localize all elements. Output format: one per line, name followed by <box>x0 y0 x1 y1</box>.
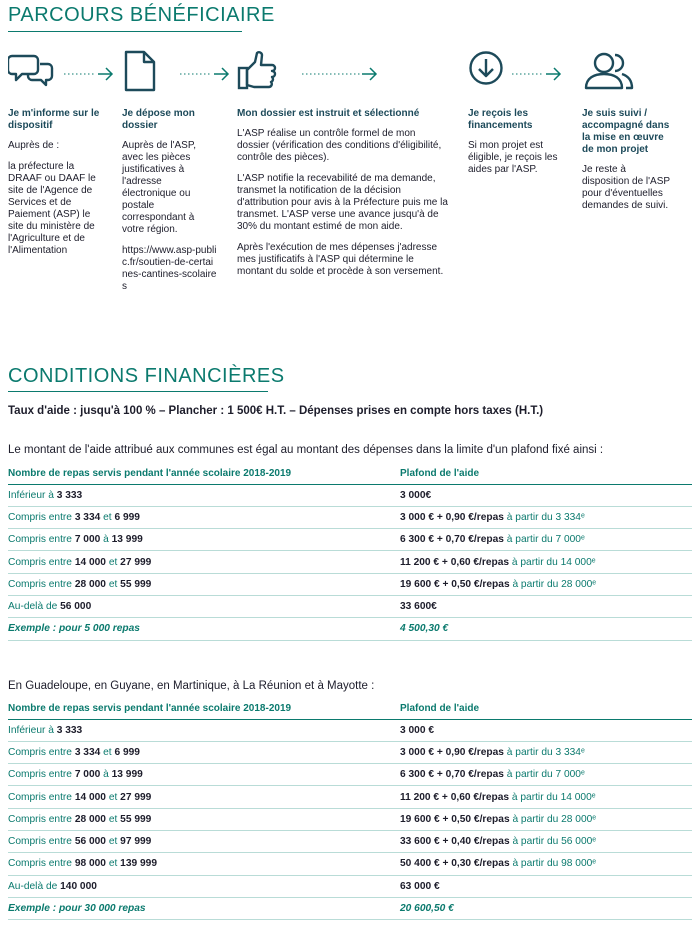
range-start: 3 333 <box>56 724 83 736</box>
plafond-amount: 3 000 € + 0,90 €/repas <box>400 511 504 523</box>
step-inform-text-1: Auprès de : <box>8 140 60 151</box>
range-prefix: Compris entre <box>8 534 75 546</box>
arrow-icon <box>510 62 564 86</box>
table-row <box>8 573 692 595</box>
range-end: 27 999 <box>120 556 152 568</box>
plafond-amount: 33 600€ <box>400 601 437 613</box>
plafond-value <box>400 595 692 617</box>
range-prefix: Compris entre <box>8 746 75 758</box>
table-row <box>8 808 692 830</box>
table-row <box>8 595 692 617</box>
table-header <box>8 699 692 719</box>
document-icon <box>122 50 158 92</box>
range-end: 55 999 <box>120 813 152 825</box>
plafond-from: 14 000ᵉ <box>560 791 596 803</box>
range-prefix: Compris entre <box>8 836 75 848</box>
step-deposit-link[interactable]: https://www.asp-public.fr/soutien-de-certaines-cantines-scolaires <box>122 245 217 292</box>
overseas-line: En Guadeloupe, en Guyane, en Martinique, à La Réunion et à Mayotte : <box>8 680 375 692</box>
plafond-value <box>400 741 692 763</box>
table-row <box>8 506 692 528</box>
range-start: 3 334 <box>74 511 101 523</box>
plafond-value <box>400 506 692 528</box>
step-instruction-text-1: L'ASP réalise un contrôle formel de mon dossier (vérification des conditions d'éligibilité, contrôle des pièces). <box>237 128 442 163</box>
parcours-title: PARCOURS BÉNÉFICIAIRE <box>8 4 275 26</box>
range-start: 14 000 <box>74 556 106 568</box>
repas-range <box>8 719 400 741</box>
range-prefix: Compris entre <box>8 858 75 870</box>
repas-range <box>8 786 400 808</box>
download-circle-icon <box>468 50 504 86</box>
range-prefix: Compris entre <box>8 813 75 825</box>
conditions-title: CONDITIONS FINANCIÈRES <box>8 365 285 387</box>
repas-range <box>8 529 400 551</box>
repas-range <box>8 875 400 897</box>
range-prefix: Inférieur à <box>8 489 57 501</box>
range-prefix: Au-delà de <box>8 601 61 613</box>
range-joiner: à <box>100 534 112 546</box>
plafond-from: 7 000ᵉ <box>555 769 585 781</box>
thumbs-up-icon <box>237 50 279 92</box>
range-prefix: Compris entre <box>8 769 75 781</box>
range-start: 56 000 <box>60 601 92 613</box>
range-end: 27 999 <box>120 791 152 803</box>
plafond-value <box>400 529 692 551</box>
repas-range <box>8 830 400 852</box>
plafond-suffix: à partir du <box>509 791 561 803</box>
arrow-icon <box>300 62 460 86</box>
range-start: 56 000 <box>74 836 106 848</box>
range-joiner: et <box>100 746 115 758</box>
range-start: 3 334 <box>74 746 101 758</box>
step-funding-text-1: Si mon projet est éligible, je reçois les aides par l'ASP. <box>468 140 558 175</box>
range-joiner: et <box>105 813 121 825</box>
range-prefix: Compris entre <box>8 511 75 523</box>
table-row <box>8 741 692 763</box>
plafond-amount: 19 600 € + 0,50 €/repas <box>400 813 510 825</box>
plafond-from: 56 000ᵉ <box>561 836 597 848</box>
speech-bubbles-icon <box>8 50 56 90</box>
range-joiner: et <box>105 858 121 870</box>
plafond-value <box>400 830 692 852</box>
step-instruction-title: Mon dossier est instruit et sélectionné <box>237 108 420 119</box>
plafond-suffix: à partir du <box>509 578 562 590</box>
table-row <box>8 853 692 875</box>
people-icon <box>582 50 636 90</box>
intro-line: Le montant de l'aide attribué aux communes est égal au montant des dépenses dans la limite d'un plafond fixé ainsi : <box>8 444 604 456</box>
plafond-value <box>400 551 692 573</box>
repas-range <box>8 853 400 875</box>
range-joiner: et <box>105 556 121 568</box>
range-end: 13 999 <box>111 769 143 781</box>
table-row <box>8 484 692 506</box>
table-row <box>8 719 692 741</box>
table-row <box>8 551 692 573</box>
range-end: 13 999 <box>111 534 143 546</box>
plafond-value <box>400 573 692 595</box>
plafond-amount: 3 000 € + 0,90 €/repas <box>400 746 504 758</box>
step-instruction-text-2: L'ASP notifie la recevabilité de ma demande, transmet la notification de la décision d'attribution pour avis à la Préfecture puis me la transmet. L'ASP verse une avance jusqu'à de 30% du montant estimé de mon aide. <box>237 173 448 232</box>
range-start: 28 000 <box>74 813 106 825</box>
plafond-suffix: à partir du <box>503 746 556 758</box>
plafond-amount: 11 200 € + 0,60 €/repas <box>400 556 510 568</box>
plafond-value <box>400 853 692 875</box>
plafond-value <box>400 786 692 808</box>
repas-range <box>8 764 400 786</box>
range-prefix: Au-delà de <box>8 880 61 892</box>
table-row <box>8 529 692 551</box>
range-joiner: à <box>100 769 112 781</box>
plafond-amount: 11 200 € + 0,60 €/repas <box>400 791 510 803</box>
plafond-suffix: à partir du <box>509 858 562 870</box>
rates-line: Taux d'aide : jusqu'à 100 % – Plancher : 1 500€ H.T. – Dépenses prises en compte hors taxes (H.T.) <box>8 405 544 417</box>
plafond-amount: 50 400 € + 0,30 €/repas <box>400 858 510 870</box>
plafond-value <box>400 719 692 741</box>
step-instruction-text-3: Après l'exécution de mes dépenses j'adresse mes justificatifs à l'ASP qui détermine le montant du solde et procède à son versement. <box>237 242 444 277</box>
step-funding-title: Je reçois les financements <box>468 108 533 131</box>
range-start: 3 333 <box>56 489 83 501</box>
range-end: 97 999 <box>120 836 152 848</box>
step-followup-title: Je suis suivi / accompagné dans la mise en œuvre de mon projet <box>582 108 670 155</box>
repas-range <box>8 573 400 595</box>
repas-range <box>8 484 400 506</box>
repas-range <box>8 595 400 617</box>
plafond-suffix: à partir du <box>503 534 556 546</box>
range-start: 14 000 <box>74 791 106 803</box>
plafond-table-outremer <box>8 699 692 920</box>
example-row <box>8 618 692 640</box>
range-end: 6 999 <box>114 511 140 523</box>
conditions-rule <box>8 391 268 392</box>
example-label: Exemple : pour 30 000 repas <box>8 897 400 919</box>
range-start: 28 000 <box>74 578 106 590</box>
table-row <box>8 875 692 897</box>
plafond-suffix: à partir du <box>509 836 562 848</box>
step-deposit <box>122 50 222 293</box>
parcours-rule <box>8 31 242 32</box>
plafond-suffix: à partir du <box>509 556 561 568</box>
range-start: 98 000 <box>74 858 106 870</box>
plafond-value <box>400 764 692 786</box>
repas-range <box>8 506 400 528</box>
col-repas-header: Nombre de repas servis pendant l'année scolaire 2018-2019 <box>8 699 400 719</box>
range-end: 55 999 <box>120 578 152 590</box>
range-end: 139 999 <box>120 858 157 870</box>
table-row <box>8 786 692 808</box>
col-plafond-header: Plafond de l'aide <box>400 464 692 484</box>
step-followup <box>582 50 692 212</box>
plafond-from: 3 334ᵉ <box>555 746 585 758</box>
range-prefix: Inférieur à <box>8 724 57 736</box>
range-joiner: et <box>105 836 121 848</box>
table-header <box>8 464 692 484</box>
repas-range <box>8 741 400 763</box>
plafond-suffix: à partir du <box>509 813 562 825</box>
range-start: 140 000 <box>60 880 97 892</box>
plafond-amount: 33 600 € + 0,40 €/repas <box>400 836 510 848</box>
plafond-amount: 6 300 € + 0,70 €/repas <box>400 534 504 546</box>
table-row <box>8 830 692 852</box>
range-start: 7 000 <box>74 534 101 546</box>
plafond-table-metropole <box>8 464 692 641</box>
step-inform-text-2: la préfecture la DRAAF ou DAAF le site de l'Agence de Services et de Paiement (ASP) le site du ministère de l'Agriculture et de l'Alimentation <box>8 161 96 256</box>
range-prefix: Compris entre <box>8 556 75 568</box>
plafond-from: 98 000ᵉ <box>561 858 597 870</box>
example-value: 4 500,30 € <box>400 618 692 640</box>
plafond-suffix: à partir du <box>503 769 556 781</box>
arrow-icon <box>178 62 232 86</box>
plafond-from: 28 000ᵉ <box>561 578 597 590</box>
col-repas-header: Nombre de repas servis pendant l'année scolaire 2018-2019 <box>8 464 400 484</box>
range-joiner: et <box>105 578 121 590</box>
plafond-amount: 6 300 € + 0,70 €/repas <box>400 769 504 781</box>
table-row <box>8 764 692 786</box>
example-value: 20 600,50 € <box>400 897 692 919</box>
example-label: Exemple : pour 5 000 repas <box>8 618 400 640</box>
plafond-value <box>400 484 692 506</box>
range-end: 6 999 <box>114 746 140 758</box>
plafond-suffix: à partir du <box>503 511 556 523</box>
repas-range <box>8 551 400 573</box>
plafond-amount: 19 600 € + 0,50 €/repas <box>400 578 510 590</box>
arrow-icon <box>62 62 116 86</box>
plafond-from: 28 000ᵉ <box>561 813 597 825</box>
range-joiner: et <box>100 511 115 523</box>
range-joiner: et <box>105 791 121 803</box>
repas-range <box>8 808 400 830</box>
plafond-amount: 3 000 € <box>400 724 434 736</box>
range-prefix: Compris entre <box>8 578 75 590</box>
example-row <box>8 897 692 919</box>
step-followup-text-1: Je reste à disposition de l'ASP pour d'éventuelles demandes de suivi. <box>582 164 670 211</box>
range-prefix: Compris entre <box>8 791 75 803</box>
plafond-from: 7 000ᵉ <box>555 534 585 546</box>
step-deposit-text-1: Auprès de l'ASP, avec les pièces justificatives à l'adresse électronique ou postale correspondant à votre région. <box>122 140 196 235</box>
plafond-amount: 63 000 € <box>400 880 440 892</box>
plafond-value <box>400 875 692 897</box>
plafond-value <box>400 808 692 830</box>
plafond-amount: 3 000€ <box>400 489 432 501</box>
plafond-from: 14 000ᵉ <box>560 556 596 568</box>
step-deposit-title: Je dépose mon dossier <box>122 108 195 131</box>
plafond-from: 3 334ᵉ <box>555 511 585 523</box>
step-inform-title: Je m'informe sur le dispositif <box>8 108 100 131</box>
col-plafond-header: Plafond de l'aide <box>400 699 692 719</box>
range-start: 7 000 <box>74 769 101 781</box>
